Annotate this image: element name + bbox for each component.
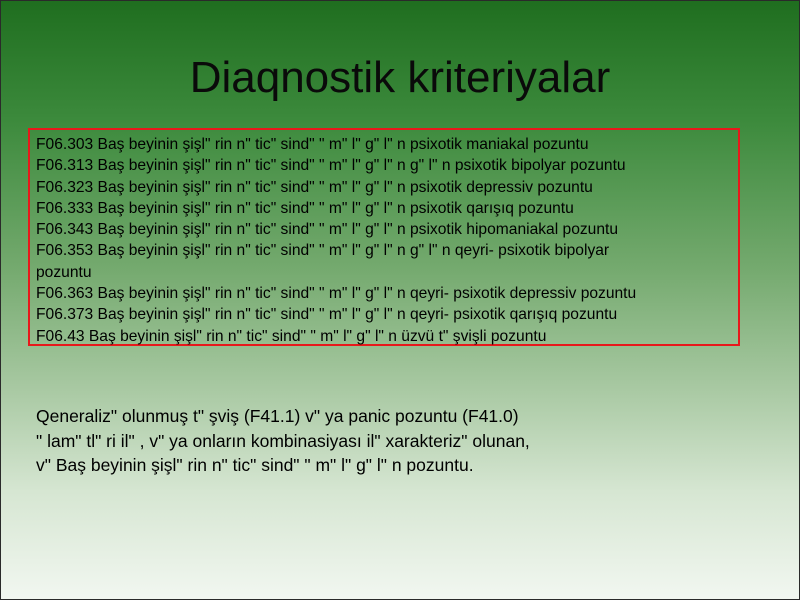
criteria-line: F06.323 Baş beyinin şişl" rin n" tic" sind" " m" l" g" l" n psixotik depressiv pozuntu — [36, 178, 593, 196]
criteria-line: F06.343 Baş beyinin şişl" rin n" tic" sind" " m" l" g" l" n psixotik hipomaniakal pozuntu — [36, 221, 619, 239]
paragraph-line: Qeneraliz" olunmuş t" şviş (F41.1) v" ya panic pozuntu (F41.0) — [36, 406, 519, 426]
criteria-line: F06.303 Baş beyinin şişl" rin n" tic" sind" " m" l" g" l" n psixotik maniakal pozuntu — [36, 136, 589, 153]
criteria-line: pozuntu — [36, 263, 92, 281]
paragraph-line: " lam" tl" ri il" , v" ya onların kombinasiyası il" xarakteriz" olunan, — [36, 430, 530, 451]
description-paragraph — [36, 404, 776, 478]
slide-title: Diaqnostik kriteriyalar — [189, 53, 611, 102]
criteria-line: F06.363 Baş beyinin şişl" rin n" tic" sind" " m" l" g" l" n qeyri- psixotik depressiv pozuntu — [36, 285, 637, 303]
criteria-box — [28, 128, 740, 346]
criteria-line: F06.333 Baş beyinin şişl" rin n" tic" sind" " m" l" g" l" n psixotik qarışıq pozuntu — [36, 199, 574, 217]
criteria-line: F06.43 Baş beyinin şişl" rin n" tic" sind" " m" l" g" l" n üzvü t" şvişli pozuntu — [36, 327, 547, 345]
paragraph-line: v" Baş beyinin şişl" rin n" tic" sind" " m" l" g" l" n pozuntu. — [36, 455, 474, 475]
criteria-line: F06.373 Baş beyinin şişl" rin n" tic" sind" " m" l" g" l" n qeyri- psixotik qarışıq pozuntu — [36, 306, 618, 324]
criteria-line: F06.353 Baş beyinin şişl" rin n" tic" sind" " m" l" g" l" n g" l" n qeyri- psixotik bipolyar — [36, 242, 610, 260]
criteria-line: F06.313 Baş beyinin şişl" rin n" tic" sind" " m" l" g" l" n g" l" n psixotik bipolyar pozuntu — [36, 157, 626, 175]
